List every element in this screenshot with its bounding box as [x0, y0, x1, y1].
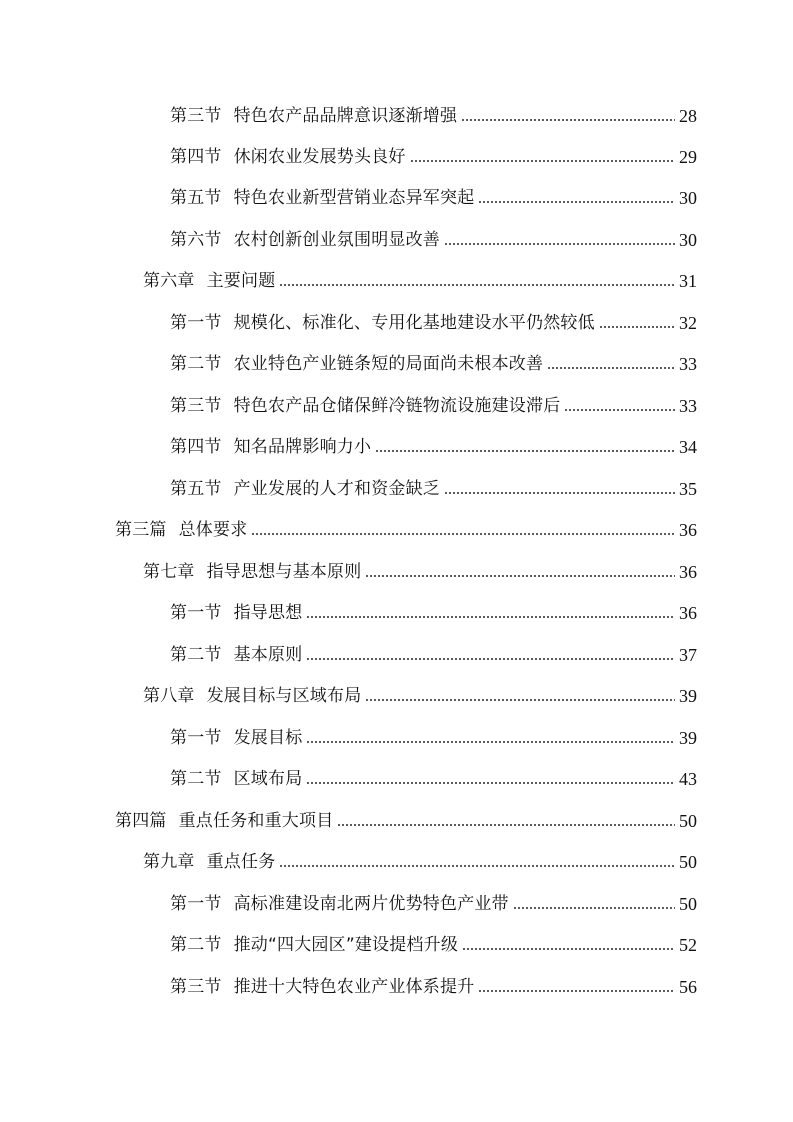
toc-entry-title: 农业特色产业链条短的局面尚未根本改善 — [233, 354, 544, 374]
toc-entry-section[interactable] — [170, 227, 697, 253]
toc-entry-label: 第五节 — [170, 479, 222, 499]
toc-entry-label: 第一节 — [170, 894, 222, 914]
toc-entry-section[interactable] — [170, 725, 697, 751]
dot-leader — [375, 448, 675, 454]
toc-entry-title: 产业发展的人才和资金缺乏 — [233, 479, 441, 499]
toc-entry-label: 第九章 — [143, 852, 195, 872]
dot-leader — [337, 822, 675, 828]
toc-entry-section[interactable] — [170, 974, 697, 1000]
toc-entry-title: 特色农业新型营销业态异军突起 — [233, 188, 475, 208]
dot-leader — [564, 407, 675, 413]
toc-entry-part[interactable] — [115, 808, 697, 834]
dot-leader — [410, 158, 675, 164]
toc-entry-section[interactable] — [170, 351, 697, 377]
toc-entry-label: 第八章 — [143, 686, 195, 706]
toc-entry-page: 50 — [679, 894, 697, 914]
toc-entry-page: 32 — [679, 313, 697, 333]
toc-entry-page: 36 — [679, 562, 697, 582]
toc-entry-chapter[interactable] — [143, 559, 697, 585]
toc-entry-section[interactable] — [170, 393, 697, 419]
toc-entry-title: 高标准建设南北两片优势特色产业带 — [233, 894, 509, 914]
toc-entry-section[interactable] — [170, 932, 697, 958]
toc-entry-section[interactable] — [170, 185, 697, 211]
toc-entry-page: 36 — [679, 520, 697, 540]
toc-entry-title: 总体要求 — [178, 520, 248, 540]
toc-entry-title: 重点任务和重大项目 — [178, 811, 334, 831]
dot-leader — [365, 697, 675, 703]
toc-entry-section[interactable] — [170, 103, 697, 129]
toc-entry-page: 30 — [679, 188, 697, 208]
dot-leader — [306, 656, 675, 662]
dot-leader — [251, 531, 675, 537]
toc-entry-title: 推动“四大园区”建设提档升级 — [233, 935, 459, 955]
dot-leader — [444, 241, 675, 247]
toc-entry-page: 29 — [679, 147, 697, 167]
toc-entry-title: 知名品牌影响力小 — [233, 437, 372, 457]
toc-entry-label: 第一节 — [170, 603, 222, 623]
toc-entry-section[interactable] — [170, 310, 697, 336]
toc-entry-label: 第六章 — [143, 271, 195, 291]
toc-entry-part[interactable] — [115, 517, 697, 543]
toc-entry-title: 指导思想 — [233, 603, 303, 623]
toc-entry-title: 主要问题 — [206, 271, 276, 291]
toc-entry-title: 区域布局 — [233, 769, 303, 789]
toc-entry-label: 第五节 — [170, 188, 222, 208]
toc-entry-page: 33 — [679, 396, 697, 416]
toc-entry-label: 第六节 — [170, 230, 222, 250]
toc-entry-section[interactable] — [170, 642, 697, 668]
toc-entry-page: 39 — [679, 728, 697, 748]
toc-entry-title: 推进十大特色农业产业体系提升 — [233, 977, 475, 997]
toc-entry-section[interactable] — [170, 144, 697, 170]
toc-entry-page: 50 — [679, 852, 697, 872]
toc-entry-page: 43 — [679, 769, 697, 789]
toc-entry-title: 发展目标与区域布局 — [206, 686, 362, 706]
toc-entry-label: 第二节 — [170, 645, 222, 665]
toc-entry-section[interactable] — [170, 476, 697, 502]
toc-entry-page: 35 — [679, 479, 697, 499]
toc-entry-section[interactable] — [170, 891, 697, 917]
dot-leader — [478, 199, 675, 205]
toc-entry-title: 基本原则 — [233, 645, 303, 665]
toc-entry-page: 28 — [679, 106, 697, 126]
toc-entry-title: 农村创新创业氛围明显改善 — [233, 230, 441, 250]
dot-leader — [599, 324, 675, 330]
toc-entry-title: 特色农产品品牌意识逐渐增强 — [233, 106, 458, 126]
toc-entry-section[interactable] — [170, 600, 697, 626]
toc-entry-label: 第一节 — [170, 728, 222, 748]
toc-entry-page: 33 — [679, 354, 697, 374]
toc-entry-section[interactable] — [170, 766, 697, 792]
dot-leader — [365, 573, 675, 579]
toc-entry-label: 第二节 — [170, 769, 222, 789]
dot-leader — [306, 614, 675, 620]
dot-leader — [478, 988, 675, 994]
dot-leader — [461, 117, 675, 123]
toc-entry-label: 第三节 — [170, 396, 222, 416]
dot-leader — [462, 946, 675, 952]
toc-entry-chapter[interactable] — [143, 268, 697, 294]
dot-leader — [306, 780, 675, 786]
toc-entry-label: 第三节 — [170, 106, 222, 126]
toc-entry-chapter[interactable] — [143, 683, 697, 709]
toc-entry-page: 39 — [679, 686, 697, 706]
toc-entry-section[interactable] — [170, 434, 697, 460]
toc-entry-label: 第一节 — [170, 313, 222, 333]
toc-entry-label: 第七章 — [143, 562, 195, 582]
toc-entry-title: 重点任务 — [206, 852, 276, 872]
toc-entry-chapter[interactable] — [143, 849, 697, 875]
toc-entry-label: 第三篇 — [115, 520, 167, 540]
toc-entry-page: 31 — [679, 271, 697, 291]
toc-entry-page: 34 — [679, 437, 697, 457]
dot-leader — [513, 905, 675, 911]
toc-entry-page: 30 — [679, 230, 697, 250]
toc-entry-page: 37 — [679, 645, 697, 665]
toc-entry-title: 指导思想与基本原则 — [206, 562, 362, 582]
toc-entry-title: 休闲农业发展势头良好 — [233, 147, 406, 167]
toc-entry-label: 第四节 — [170, 147, 222, 167]
toc-entry-label: 第四节 — [170, 437, 222, 457]
toc-entry-label: 第二节 — [170, 354, 222, 374]
toc-entry-title: 特色农产品仓储保鲜冷链物流设施建设滞后 — [233, 396, 561, 416]
toc-entry-label: 第三节 — [170, 977, 222, 997]
dot-leader — [547, 365, 675, 371]
toc-entry-page: 52 — [679, 935, 697, 955]
toc-entry-page: 36 — [679, 603, 697, 623]
toc-entry-page: 50 — [679, 811, 697, 831]
dot-leader — [306, 739, 675, 745]
dot-leader — [279, 282, 675, 288]
toc-entry-title: 规模化、标准化、专用化基地建设水平仍然较低 — [233, 313, 595, 333]
toc-entry-title: 发展目标 — [233, 728, 303, 748]
dot-leader — [444, 490, 675, 496]
toc-entry-page: 56 — [679, 977, 697, 997]
dot-leader — [279, 863, 675, 869]
toc-entry-label: 第四篇 — [115, 811, 167, 831]
toc-entry-label: 第二节 — [170, 935, 222, 955]
